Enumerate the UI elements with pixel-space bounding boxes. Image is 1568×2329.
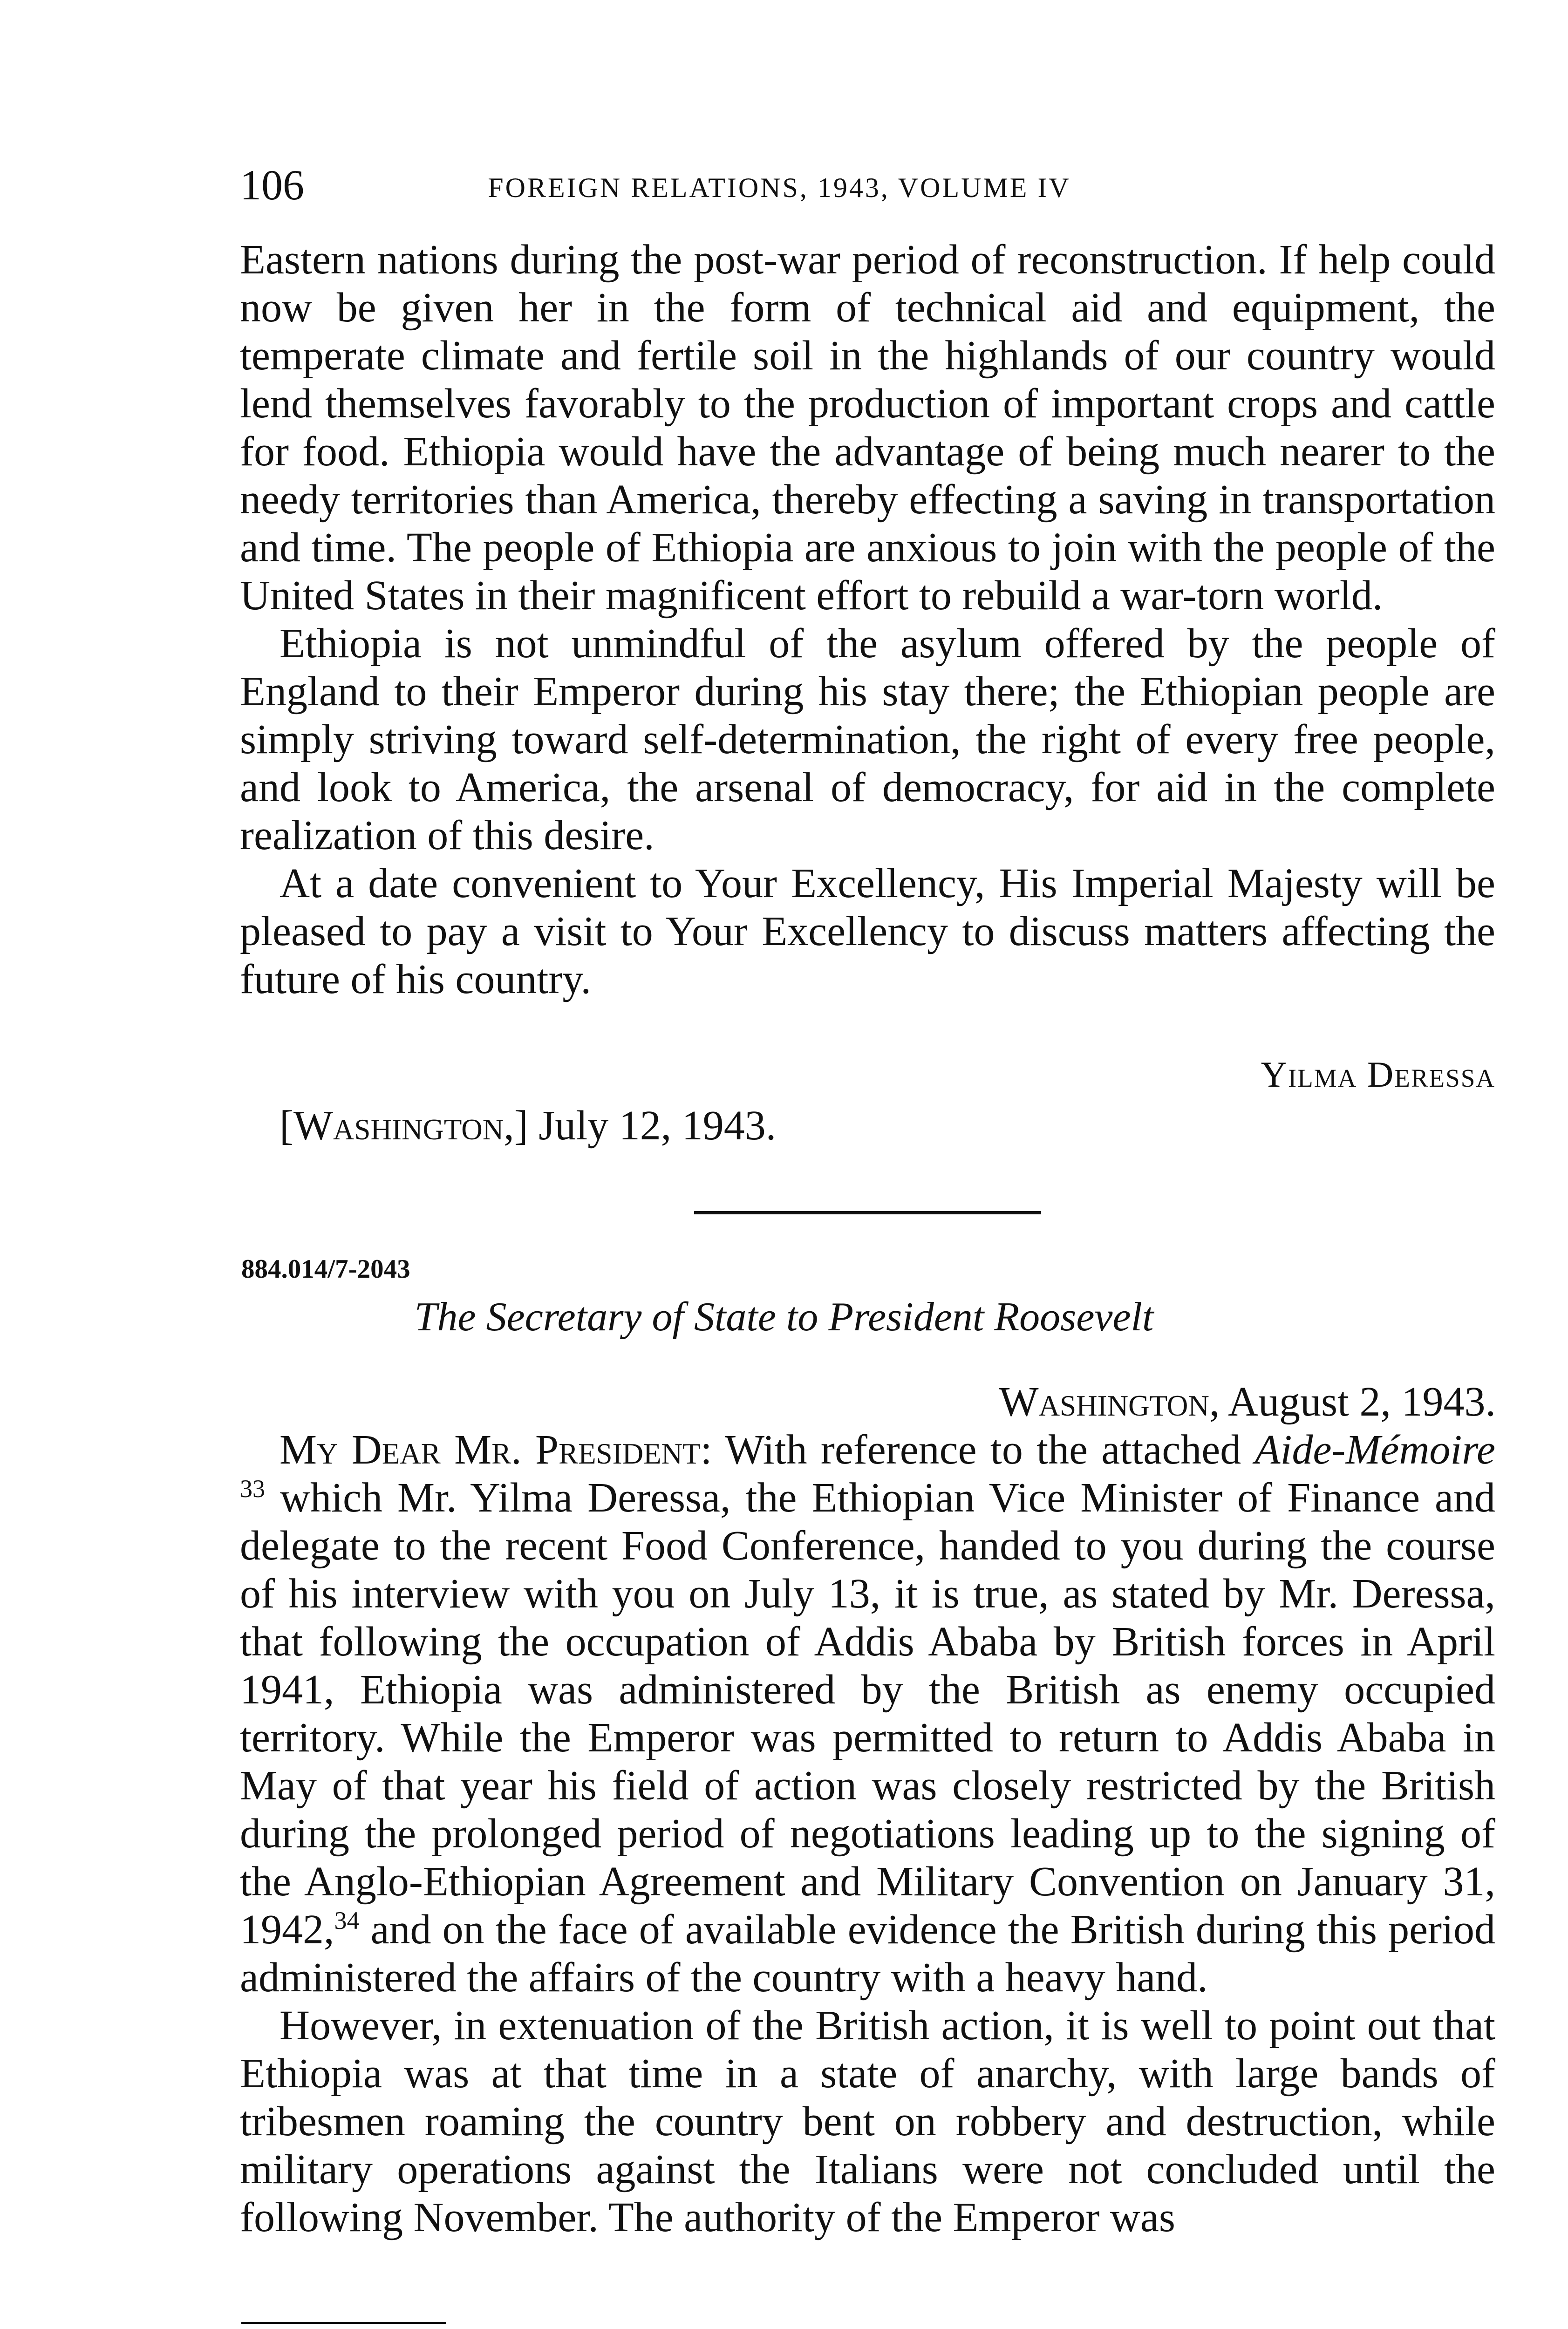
document-title: The Secretary of State to President Roosevelt — [414, 1294, 1154, 1340]
letter-p1-c: and on the face of available evidence the British during this period administered the affairs of the country with a heavy hand. — [240, 1907, 1495, 2001]
letter-dateline-place: Washington, — [999, 1379, 1220, 1425]
section-divider — [694, 1211, 1041, 1214]
letter-dateline — [999, 1378, 1496, 1426]
aide-memoire-term: Aide-Mémoire — [1254, 1427, 1495, 1473]
letter-p1-a: With reference to the attached — [725, 1427, 1241, 1473]
aide-memoire-paragraph-1: Eastern nations during the post-war period of reconstruction. If help could now be given her in the form of technical aid and equipment, the temperate climate and fertile soil in the highlands of our country would lend themselves favorably to the production of important crops and cattle for food. Ethiopia would have the advantage of being much nearer to the needy territories than America, thereby effecting a saving in transportation and time. The people of Ethiopia are anxious to join with the people of the United States in their magnificent effort to rebuild a war-torn world. — [240, 237, 1495, 619]
footnote-ref-34: 34 — [334, 1907, 360, 1934]
letter-paragraph-2: However, in extenuation of the British action, it is well to point out that Ethiopia was at that time in a state of anarchy, with large bands of tribesmen roaming the country bent on robbery and destruction, while military operations against the Italians were not concluded until the following November. The authority of the Emperor was — [240, 2002, 1495, 2240]
dateline-date: July 12, 1943. — [539, 1103, 777, 1149]
running-head — [240, 161, 1319, 209]
letter-dateline-date: August 2, 1943. — [1227, 1379, 1496, 1425]
footnote-ref-33: 33 — [240, 1475, 265, 1503]
dateline-place: Washington, — [293, 1103, 514, 1149]
aide-memoire-paragraph-3: At a date convenient to Your Excellency, His Imperial Majesty will be pleased to pay a visit to Your Excellency to discuss matters affecting the future of his country. — [240, 860, 1495, 1002]
letter-p1-b: which Mr. Yilma Deressa, the Ethiopian Vice Minister of Finance and delegate to the recent Food Conference, handed to you during the course of his interview with you on July 13, it is true, as stated by Mr. Deressa, that following the occupation of Addis Ababa by British forces in April 1941, Ethiopia was administered by the British as enemy occupied territory. While the Emperor was permitted to return to Addis Ababa in May of that year his field of action was closely restricted by the British during the prolonged period of negotiations leading up to the signing of the Anglo-Ethiopian Agreement and Military Convention on January 31, 1942, — [240, 1475, 1495, 1953]
journal-title: FOREIGN RELATIONS, 1943, VOLUME IV — [488, 172, 1071, 203]
footnote-rule — [241, 2322, 446, 2324]
letter-body — [240, 1426, 1495, 2241]
file-number: 884.014/7-2043 — [241, 1254, 410, 1284]
aide-memoire-body — [240, 236, 1495, 1003]
letter-paragraph-1 — [240, 1426, 1495, 2002]
aide-memoire-dateline: [Washington,] July 12, 1943. — [280, 1103, 777, 1149]
salutation: My Dear Mr. President: — [280, 1427, 712, 1473]
page-number: 106 — [240, 161, 304, 209]
signature: Yilma Deressa — [1261, 1054, 1495, 1095]
aide-memoire-paragraph-2: Ethiopia is not unmindful of the asylum offered by the people of England to their Emperor during his stay there; the Ethiopian people are simply striving toward self-determination, the right of every free people, and look to America, the arsenal of democracy, for aid in the complete realization of this desire. — [240, 620, 1495, 858]
